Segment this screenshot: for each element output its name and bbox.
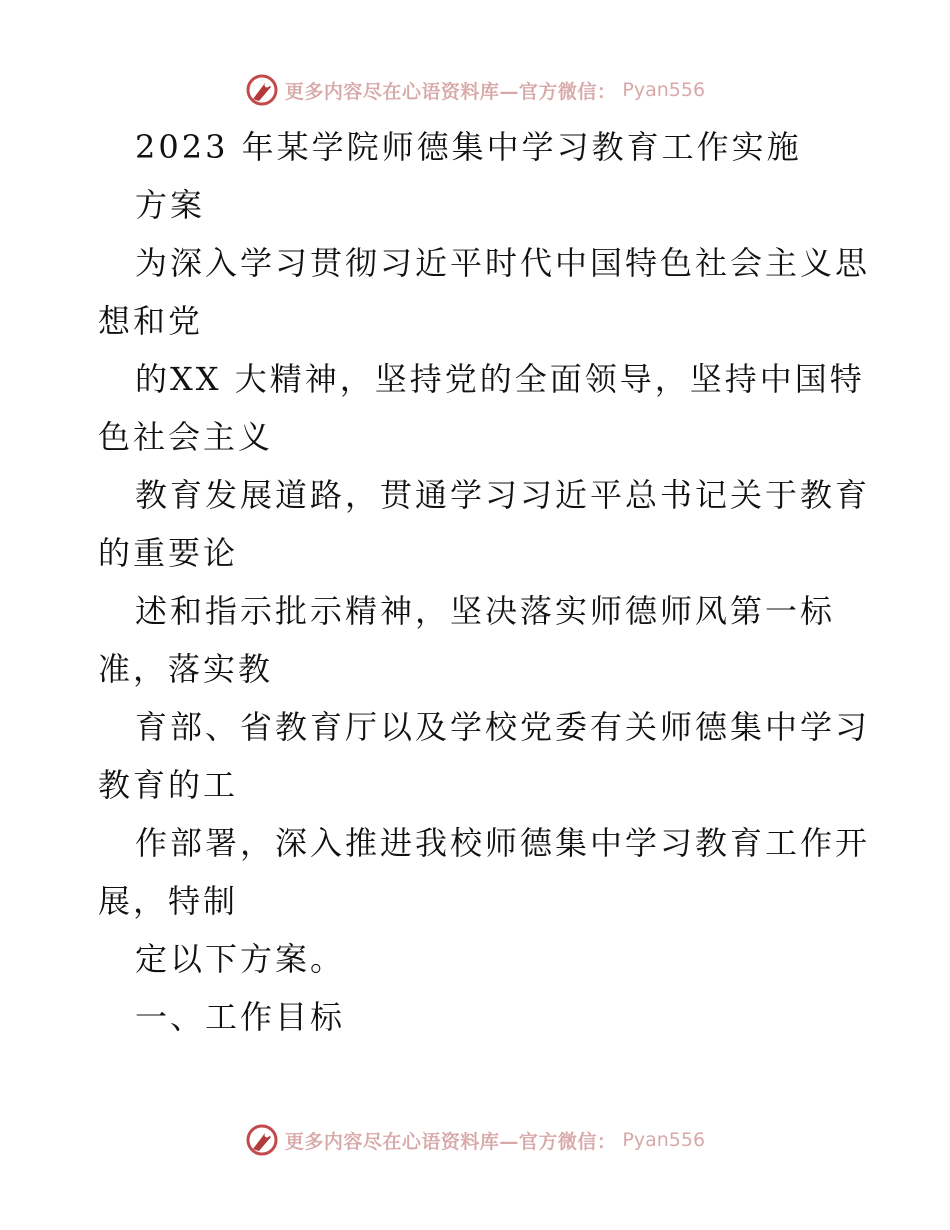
watermark-wechat-id: Pyan556: [622, 79, 706, 101]
paragraph-line: 为深入学习贯彻习近平时代中国特色社会主义思: [135, 244, 871, 282]
paragraph-line: 述和指示批示精神，坚决落实师德师风第一标: [135, 592, 836, 630]
paragraph-line: 想和党: [98, 302, 204, 340]
paragraph-line: 色社会主义: [98, 418, 274, 456]
paragraph-line: 展，特制: [98, 882, 239, 920]
section-heading: 一、工作目标: [135, 998, 346, 1036]
document-title-line-2: 方案: [135, 186, 206, 224]
paragraph-line: 教育的工: [98, 766, 239, 804]
watermark-text: 更多内容尽在心语资料库—官方微信：: [284, 1130, 617, 1153]
pen-nib-logo-icon: [245, 1123, 279, 1157]
paragraph-line: 定以下方案。: [135, 940, 346, 978]
paragraph-line: 的重要论: [98, 534, 239, 572]
paragraph-line: 教育发展道路，贯通学习习近平总书记关于教育: [135, 476, 871, 514]
paragraph-line: 育部、省教育厅以及学校党委有关师德集中学习: [135, 708, 871, 746]
document-title-line-1: 2023 年某学院师德集中学习教育工作实施: [135, 128, 802, 166]
watermark-text: 更多内容尽在心语资料库—官方微信：: [284, 80, 617, 103]
watermark-wechat-id: Pyan556: [622, 1129, 706, 1151]
paragraph-line: 作部署，深入推进我校师德集中学习教育工作开: [135, 824, 871, 862]
paragraph-line: 的XX 大精神，坚持党的全面领导，坚持中国特: [135, 360, 865, 398]
paragraph-line: 准，落实教: [98, 650, 274, 688]
footer-watermark: [0, 1120, 950, 1160]
